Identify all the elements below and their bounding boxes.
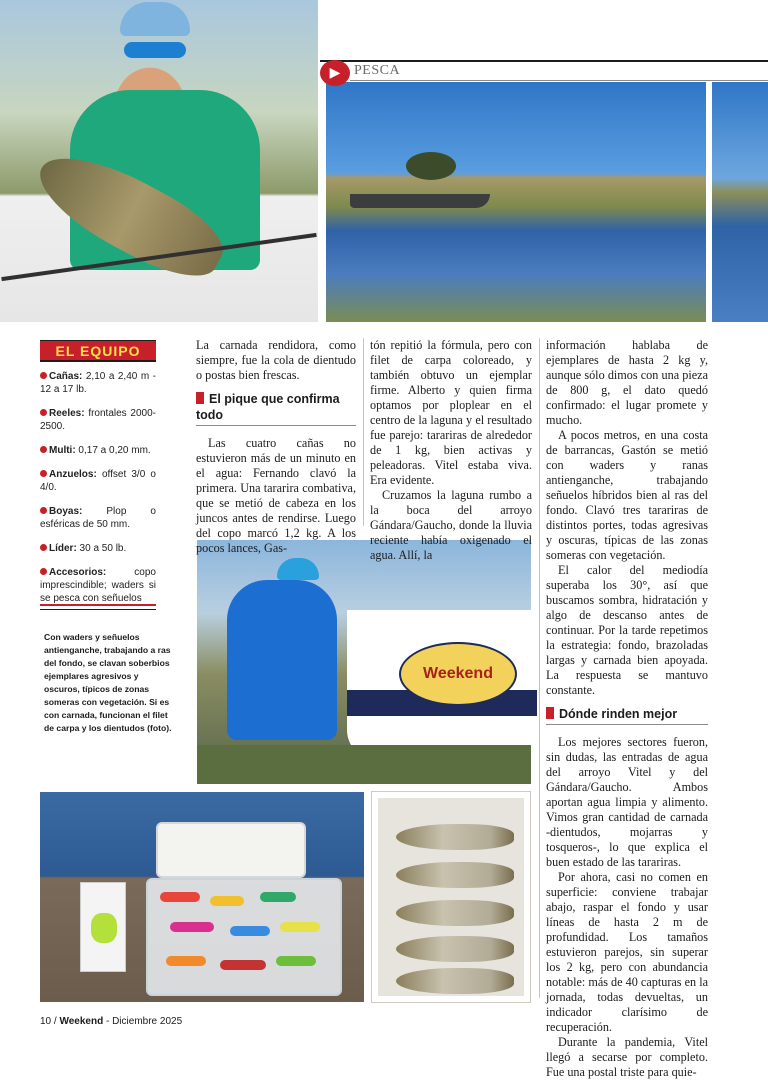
shore-water	[197, 745, 531, 784]
equipo-item	[40, 542, 156, 555]
equipo-item-label: Accesorios:	[49, 567, 107, 578]
magazine-name: Weekend	[59, 1016, 104, 1027]
square-bullet-icon	[196, 392, 204, 404]
angler-waders	[227, 580, 337, 740]
paragraph: Durante la pandemia, Vitel llegó a secarse por completo. Fue una postal triste para quie-	[546, 1035, 708, 1079]
paragraph: tón repitió la fórmula, pero con filet de carpa coloreado, y también obtuvo un ejemplar firme. Alberto y quien firma optamos por ploplear en el centro de la laguna y el resultado fue parejo: tarariras de alrededor de 1 kg, bien activas y peleadoras. Vitel estaba viva. Era evidente.	[370, 338, 532, 487]
paragraph: A pocos metros, en una costa de barrancas, Gastón se metió con waders y ranas antienganche, trabajando señuelos híbridos bien al ras del fondo. Clavó tres tarariras de distintos portes, todas agresivas y oscuras, típicas de las zonas someras con vegetación.	[546, 428, 708, 562]
paragraph: Las cuatro cañas no estuvieron más de un minuto en el agua: Fernando clavó la primera. Una tararira combativa, que se metió de cabeza en los juncos antes de rendirse. Luego del copo marcó 1,2 kg. A los pocos lances, Gas-	[196, 436, 356, 555]
equipo-item-label: Boyas:	[49, 506, 83, 517]
bait-fish	[396, 900, 514, 926]
equipo-item-label: Líder:	[49, 543, 77, 554]
subheading-text: El pique que confirma todo	[196, 392, 340, 422]
lure	[260, 892, 296, 902]
article-column-1	[196, 338, 356, 556]
angler-cap	[120, 2, 190, 36]
section-header	[320, 60, 768, 82]
equipo-item	[40, 468, 156, 494]
boat-brand-logo: Weekend	[399, 642, 517, 706]
angler-cap	[277, 558, 319, 580]
bullet-icon	[40, 372, 47, 379]
page-folio	[40, 1016, 182, 1027]
equipo-item	[40, 370, 156, 396]
lure-card	[80, 882, 126, 972]
photo-lagoon-boat	[326, 82, 706, 322]
equipo-item-value: copo imprescindible; waders si se pesca con señuelos	[40, 567, 156, 604]
folio-separator: /	[51, 1016, 60, 1027]
equipo-item	[40, 407, 156, 433]
article-column-3	[546, 338, 708, 1080]
column-rule	[539, 338, 540, 998]
bullet-icon	[40, 544, 47, 551]
bullet-icon	[40, 446, 47, 453]
photo-caption: Con waders y señuelos antienganche, trabajando a ras del fondo, se clavan soberbios ejemplares agresivos y oscuros, típicos de zonas someras con vegetación. Si es con carnada, funcionan el filet de carpa y los dientudos (foto).	[44, 632, 172, 733]
lure	[220, 960, 266, 970]
equipo-item-label: Cañas:	[49, 371, 83, 382]
bullet-icon	[40, 409, 47, 416]
paragraph: Cruzamos la laguna rumbo a la boca del arroyo Gándara/Gaucho, donde la lluvia reciente había oxigenado el agua. Allí, la	[370, 488, 532, 562]
equipo-item-value: 2,10 a 2,40 m - 12 a 17 lb.	[40, 371, 156, 395]
equipo-box	[40, 340, 156, 616]
equipo-item-label: Reeles:	[49, 408, 85, 419]
equipo-item-value: offset 3/0 o 4/0.	[40, 469, 156, 493]
bait-fish	[396, 968, 514, 994]
lure	[280, 922, 320, 932]
lure	[230, 926, 270, 936]
equipo-item	[40, 505, 156, 531]
section-rule	[320, 60, 768, 62]
lure	[166, 956, 206, 966]
section-underline	[350, 80, 768, 81]
equipo-item	[40, 566, 156, 605]
lagoon-boat	[350, 194, 490, 208]
equipo-item	[40, 444, 156, 457]
subheading-text: Dónde rinden mejor	[559, 707, 678, 721]
bullet-icon	[40, 470, 47, 477]
photo-tackle-box	[40, 792, 364, 1002]
lure	[170, 922, 214, 932]
equipo-title: EL EQUIPO	[40, 340, 156, 362]
photo-angler-by-boat	[197, 540, 531, 784]
equipo-item-value: 0,17 a 0,20 mm.	[75, 445, 151, 456]
play-arrow-icon: ▶	[320, 60, 350, 86]
lure	[160, 892, 200, 902]
subheading	[546, 706, 708, 725]
bait-fish	[396, 862, 514, 888]
paragraph: El calor del mediodía superaba los 30°, así que buscamos sombra, hidratación y algo de descanso antes de continuar. Por la tarde repetimos la estrategia: fondo, brazoladas largas y carnada bien apoyada. La respuesta se mantuvo constante.	[546, 563, 708, 697]
column-rule	[363, 338, 364, 526]
equipo-list	[40, 370, 156, 605]
lagoon-tree	[406, 152, 456, 180]
issue-date: - Diciembre 2025	[103, 1016, 183, 1027]
bullet-icon	[40, 507, 47, 514]
lure	[276, 956, 316, 966]
section-label: PESCA	[354, 63, 401, 78]
paragraph: La carnada rendidora, como siempre, fue la cola de dientudo o postas bien frescas.	[196, 338, 356, 382]
equipo-item-value: 30 a 50 lb.	[76, 543, 127, 554]
lure	[210, 896, 244, 906]
equipo-divider	[40, 609, 156, 610]
paragraph: Por ahora, casi no comen en superficie: conviene trabajar abajo, raspar el fondo y usar líneas de hasta 2 m de profundidad. Los tamaños estuvieron parejos, sin superar los 2 kg, pero con abundancia notable: más de 40 capturas en la jornada, todas devueltas, un indicador clarísimo de recuperación.	[546, 870, 708, 1034]
equipo-item-label: Multi:	[49, 445, 76, 456]
equipo-item-value: Plop o esféricas de 50 mm.	[40, 506, 156, 530]
equipo-divider	[40, 604, 156, 606]
paragraph: información hablaba de ejemplares de hasta 2 kg y, aunque sólo dimos con una pieza de 800 g, el dato quedó confirmado: el lugar promete y mucho.	[546, 338, 708, 427]
photo-angler-with-tararira	[0, 0, 318, 322]
page-number: 10	[40, 1016, 52, 1027]
bullet-icon	[40, 568, 47, 575]
article-column-2	[370, 338, 532, 563]
paragraph: Los mejores sectores fueron, sin dudas, las entradas de agua del arroyo Vitel y del Gándara/Gaucho. Ambos aportan agua limpia y alimento. Vimos gran cantidad de carnada -dientudos, mojarras y tosqueros-, lo que explica el buen estado de las tarariras.	[546, 735, 708, 869]
tackle-box-lid	[156, 822, 306, 878]
bait-fish	[396, 936, 514, 962]
subheading	[196, 391, 356, 426]
equipo-item-value: frontales 2000-2500.	[40, 408, 156, 432]
bait-fish	[396, 824, 514, 850]
photo-lagoon-edge	[712, 82, 768, 322]
square-bullet-icon	[546, 707, 554, 719]
photo-bait-fish	[372, 792, 530, 1002]
equipo-item-label: Anzuelos:	[49, 469, 97, 480]
angler-sunglasses	[124, 42, 186, 58]
